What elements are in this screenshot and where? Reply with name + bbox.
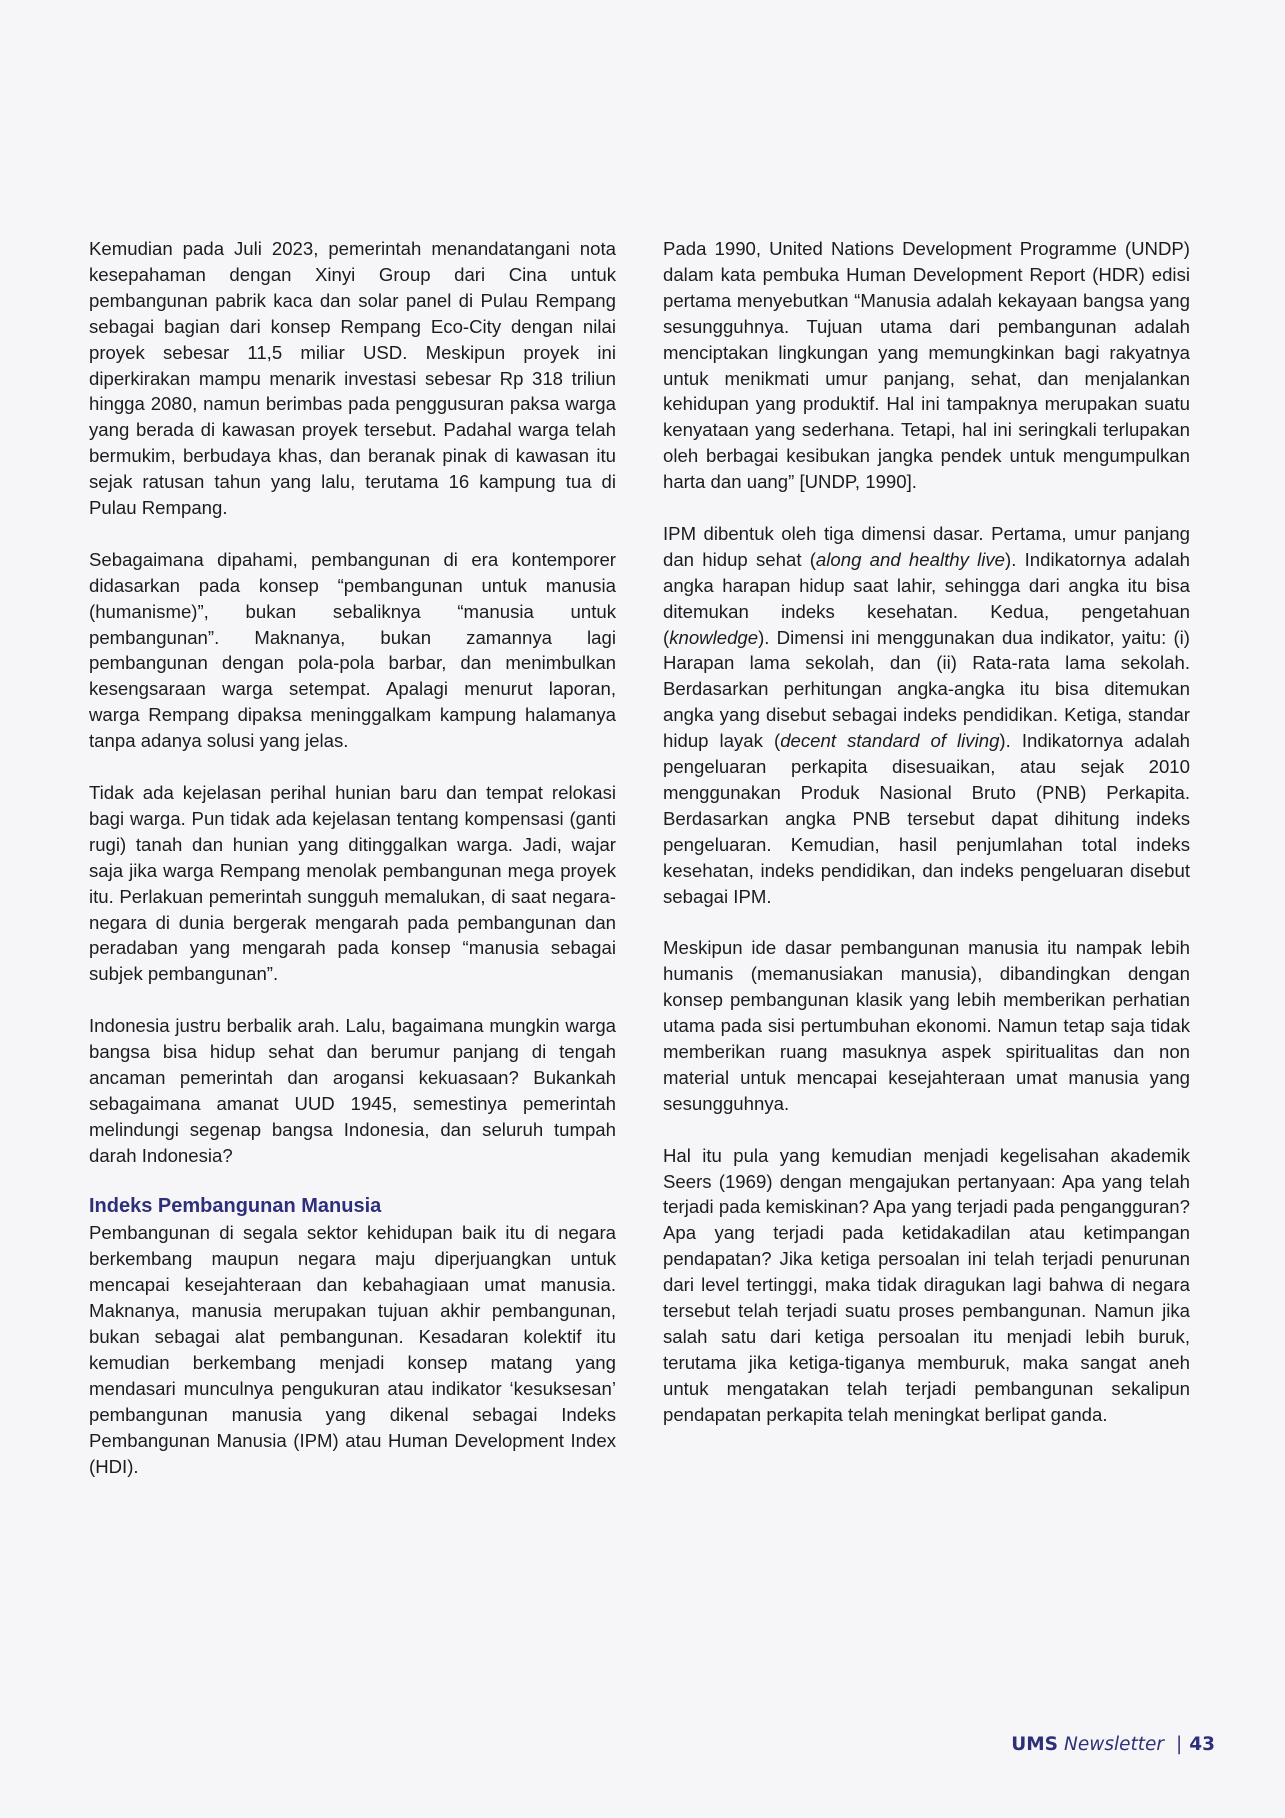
paragraph-text: Meskipun ide dasar pembangunan manusia itu nampak lebih humanis (memanusiakan manusia), dibandingkan dengan konsep pembangunan klasik yang lebih memberikan perhatian utama pada sisi pertumbuhan ekonomi. Namun tetap saja tidak memberikan ruang masuknya aspek spiritualitas dan non material untuk mencapai kesejahteraan umat manusia yang sesungguhnya. [663,937,1190,1114]
page-footer [1011,1734,1215,1755]
left-column [89,236,616,1505]
footer-publication: Newsletter [1064,1734,1165,1755]
paragraph-text: Pada 1990, United Nations Development Programme (UNDP) dalam kata pembuka Human Development Report (HDR) edisi pertama menyebutkan “Manusia adalah kekayaan bangsa yang sesungguhnya. Tujuan utama dari pembangunan adalah menciptakan lingkungan yang memungkinkan bagi rakyatnya untuk menikmati umur panjang, sehat, dan menjalankan kehidupan yang produktif. Hal ini tampaknya merupakan suatu kenyataan yang sederhana. Tetapi, hal ini seringkali terlupakan oleh berbagai kesibukan jangka pendek untuk mengumpulkan harta dan uang” [UNDP, 1990]. [663,238,1190,493]
section-heading: Indeks Pembangunan Manusia [89,1195,382,1218]
page-number: 43 [1189,1734,1215,1755]
paragraph [89,1220,616,1479]
footer-separator: | [1176,1734,1183,1755]
paragraph-text: Sebagaimana dipahami, pembangunan di era kontemporer didasarkan pada konsep “pembangunan untuk manusia (humanisme)”, bukan sebaliknya “manusia untuk pembangunan”. Maknanya, bukan zamannya lagi pembangunan dengan pola-pola barbar, dan menimbulkan kesengsaraan warga setempat. Apalagi menurut laporan, warga Rempang dipaksa meninggalkam kampung halamanya tanpa adanya solusi yang jelas. [89,548,616,752]
right-column [663,236,1190,1454]
paragraph [663,521,1190,910]
footer-brand: UMS [1011,1734,1058,1755]
paragraph [89,780,616,987]
paragraph-text: IPM dibentuk oleh tiga dimensi dasar. Pertama, umur panjang dan hidup sehat ( [663,522,1190,570]
paragraph-text: Tidak ada kejelasan perihal hunian baru dan tempat relokasi bagi warga. Pun tidak ada kejelasan tentang kompensasi (ganti rugi) tanah dan hunian yang ditinggalkan warga. Jadi, wajar saja jika warga Rempang menolak pembangunan mega proyek itu. Perlakuan pemerintah sungguh memalukan, di saat negara-negara di dunia bergerak mengarah pada pembangunan dan peradaban yang mengarah pada konsep “manusia sebagai subjek pembangunan”. [89,782,616,985]
italic-text: knowledge [669,626,759,648]
paragraph [663,1143,1190,1428]
paragraph-text: ). Indikatornya adalah pengeluaran perkapita disesuaikan, atau sejak 2010 menggunakan Produk Nasional Bruto (PNB) Perkapita. Berdasarkan angka PNB tersebut dapat dihitung indeks pengeluaran. Kemudian, hasil penjumlahan total indeks kesehatan, indeks pendidikan, dan indeks pengeluaran disebut sebagai IPM. [663,730,1191,907]
left-paragraphs [89,236,616,1169]
paragraph [663,236,1190,495]
italic-text: along and healthy live [815,548,1006,570]
paragraph [89,547,616,754]
paragraph [89,1013,616,1168]
italic-text: decent standard of living [780,730,1000,752]
paragraph-text: Pembangunan di segala sektor kehidupan baik itu di negara berkembang maupun negara maju diperjuangkan untuk mencapai kesejahteraan dan kebahagiaan umat manusia. Maknanya, manusia merupakan tujuan akhir pembangunan, bukan sebagai alat pembangunan. Kesadaran kolektif itu kemudian berkembang menjadi konsep matang yang mendasari munculnya pengukuran atau indikator ‘kesuksesan’ pembangunan manusia yang dikenal sebagai Indeks Pembangunan Manusia (IPM) atau Human Development Index (HDI). [89,1222,616,1477]
paragraph-text: Hal itu pula yang kemudian menjadi kegelisahan akademik Seers (1969) dengan mengajukan pertanyaan: Apa yang telah terjadi pada kemiskinan? Apa yang terjadi pada pengangguran? Apa yang terjadi pada ketidakadilan atau ketimpangan pendapatan? Jika ketiga persoalan ini telah terjadi penurunan dari level tertinggi, maka tidak diragukan lagi bahwa di negara tersebut telah terjadi suatu proses pembangunan. Namun jika salah satu dari ketiga persoalan itu menjadi lebih buruk, terutama jika ketiga-tiganya memburuk, maka sangat aneh untuk mengatakan telah terjadi pembangunan sekalipun pendapatan perkapita telah meningkat berlipat ganda. [663,1144,1190,1425]
paragraph [663,935,1190,1116]
paragraph-text: ). Dimensi ini menggunakan dua indikator, yaitu: (i) Harapan lama sekolah, dan (ii) Rata-rata lama sekolah. Berdasarkan perhitungan angka-angka itu bisa ditemukan angka yang disebut sebagai indeks pendidikan. Ketiga, standar hidup layak ( [663,626,1190,752]
paragraph-text: Kemudian pada Juli 2023, pemerintah menandatangani nota kesepahaman dengan Xinyi Group dari Cina untuk pembangunan pabrik kaca dan solar panel di Pulau Rempang sebagai bagian dari konsep Rempang Eco-City dengan nilai proyek sebesar 11,5 miliar USD. Meskipun proyek ini diperkirakan mampu menarik investasi sebesar Rp 318 triliun hingga 2080, namun berimbas pada penggusuran paksa warga yang berada di kawasan proyek tersebut. Padahal warga telah bermukim, berbudaya khas, dan beranak pinak di kawasan itu sejak ratusan tahun yang lalu, terutama 16 kampung tua di Pulau Rempang. [89,238,616,519]
right-paragraphs [663,236,1190,1428]
paragraph [89,236,616,521]
paragraph-text: ). Indikatornya adalah angka harapan hidup saat lahir, sehingga dari angka itu bisa ditemukan indeks kesehatan. Kedua, pengetahuan ( [663,548,1190,648]
paragraph-text: Indonesia justru berbalik arah. Lalu, bagaimana mungkin warga bangsa bisa hidup sehat dan berumur panjang di tengah ancaman pemerintah dan arogansi kekuasaan? Bukankah sebagaimana amanat UUD 1945, semestinya pemerintah melindungi segenap bangsa Indonesia, dan seluruh tumpah darah Indonesia? [89,1015,616,1166]
